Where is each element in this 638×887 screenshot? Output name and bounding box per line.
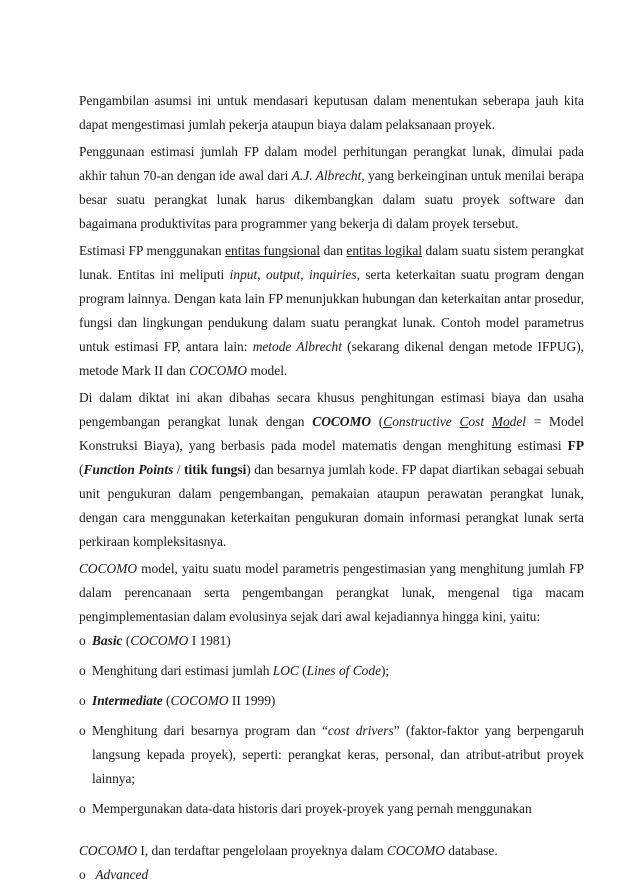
list-item-loc: o Menghitung dari estimasi jumlah LOC (Lines of Code); [79, 659, 584, 683]
term-entitas-logikal: entitas logikal [346, 243, 423, 258]
bullet: o [79, 723, 86, 738]
list-item-cost-drivers: o Menghitung dari besarnya program dan “cost drivers” (faktor-faktor yang berpengaruh langsung kepada proyek), seperti: perangkat keras, personal, dan atribut-atribut proyek lainnya; [79, 719, 584, 791]
bullet: o [79, 633, 86, 648]
bullet: o [79, 693, 86, 708]
paragraph-cocomo-database: COCOMO I, dan terdaftar pengelolaan proyeknya dalam COCOMO database. [79, 843, 498, 858]
bullet: o [79, 801, 86, 816]
paragraph-fp-entities: Estimasi FP menggunakan entitas fungsional dan entitas logikal dalam suatu sistem perangkat lunak. Entitas ini meliputi input, output, inquiries, serta keterkaitan suatu program dengan program lainnya. Dengan kata lain FP menunjukkan hubungan dan keterkaitan antar prosedur, fungsi dan lingkungan pendukung dalam suatu perangkat lunak. Contoh model parametrus untuk estimasi FP, antara lain: metode Albrecht (sekarang dikenal dengan metode IFPUG), metode Mark II dan COCOMO model. [79, 243, 585, 378]
paragraph-assumption: Pengambilan asumsi ini untuk mendasari keputusan dalam menentukan seberapa jauh kita dapat mengestimasi jumlah pekerja ataupun biaya dalam pelaksanaan proyek. [79, 93, 584, 132]
paragraph-cocomo-model: COCOMO model, yaitu suatu model parametris pengestimasian yang menghitung jumlah FP dalam perencanaan serta pengembangan perangkat lunak, mengenal tiga macam pengimplementasian dalam evolusinya sejak dari awal kejadiannya hingga kini, yaitu: [79, 561, 584, 624]
list-item-advanced: o Advanced [79, 863, 584, 887]
document-body [79, 89, 584, 887]
paragraph-cocomo-intro: Di dalam diktat ini akan dibahas secara khusus penghitungan estimasi biaya dan usaha pengembangan perangkat lunak dengan COCOMO (Constructive Cost Model = Model Konstruksi Biaya), yang berbasis pada model matematis dengan menghitung estimasi FP (Function Points / titik fungsi) dan besarnya jumlah kode. FP dapat diartikan sebagai sebuah unit pengukuran dalam pengembangan, pemakaian ataupun perawatan perangkat lunak, dengan cara menggunakan keterkaitan pengukuran domain informasi perangkat lunak serta perkiraan kompleksitasnya. [79, 390, 585, 549]
author-name: A.J. Albrecht [291, 168, 362, 183]
list-item-intermediate: o Intermediate (COCOMO II 1999) [79, 689, 584, 713]
paragraph-fp-history: Penggunaan estimasi jumlah FP dalam model perhitungan perangkat lunak, dimulai pada akhir tahun 70-an dengan ide awal dari A.J. Albrecht, yang berkeinginan untuk menilai berapa besar suatu perangkat lunak harus dikembangkan dalam suatu proyek software dan bagaimana produktivitas para programmer yang bekerja di dalam proyek tersebut. [79, 144, 585, 231]
list-item-historical: o Mempergunakan data-data historis dari proyek-proyek yang pernah menggunakan [79, 797, 584, 821]
bullet: o [79, 663, 86, 678]
list-item-basic: o Basic (COCOMO I 1981) [79, 629, 584, 653]
term-entitas-fungsional: entitas fungsional [225, 243, 321, 258]
bullet: o [79, 867, 86, 882]
